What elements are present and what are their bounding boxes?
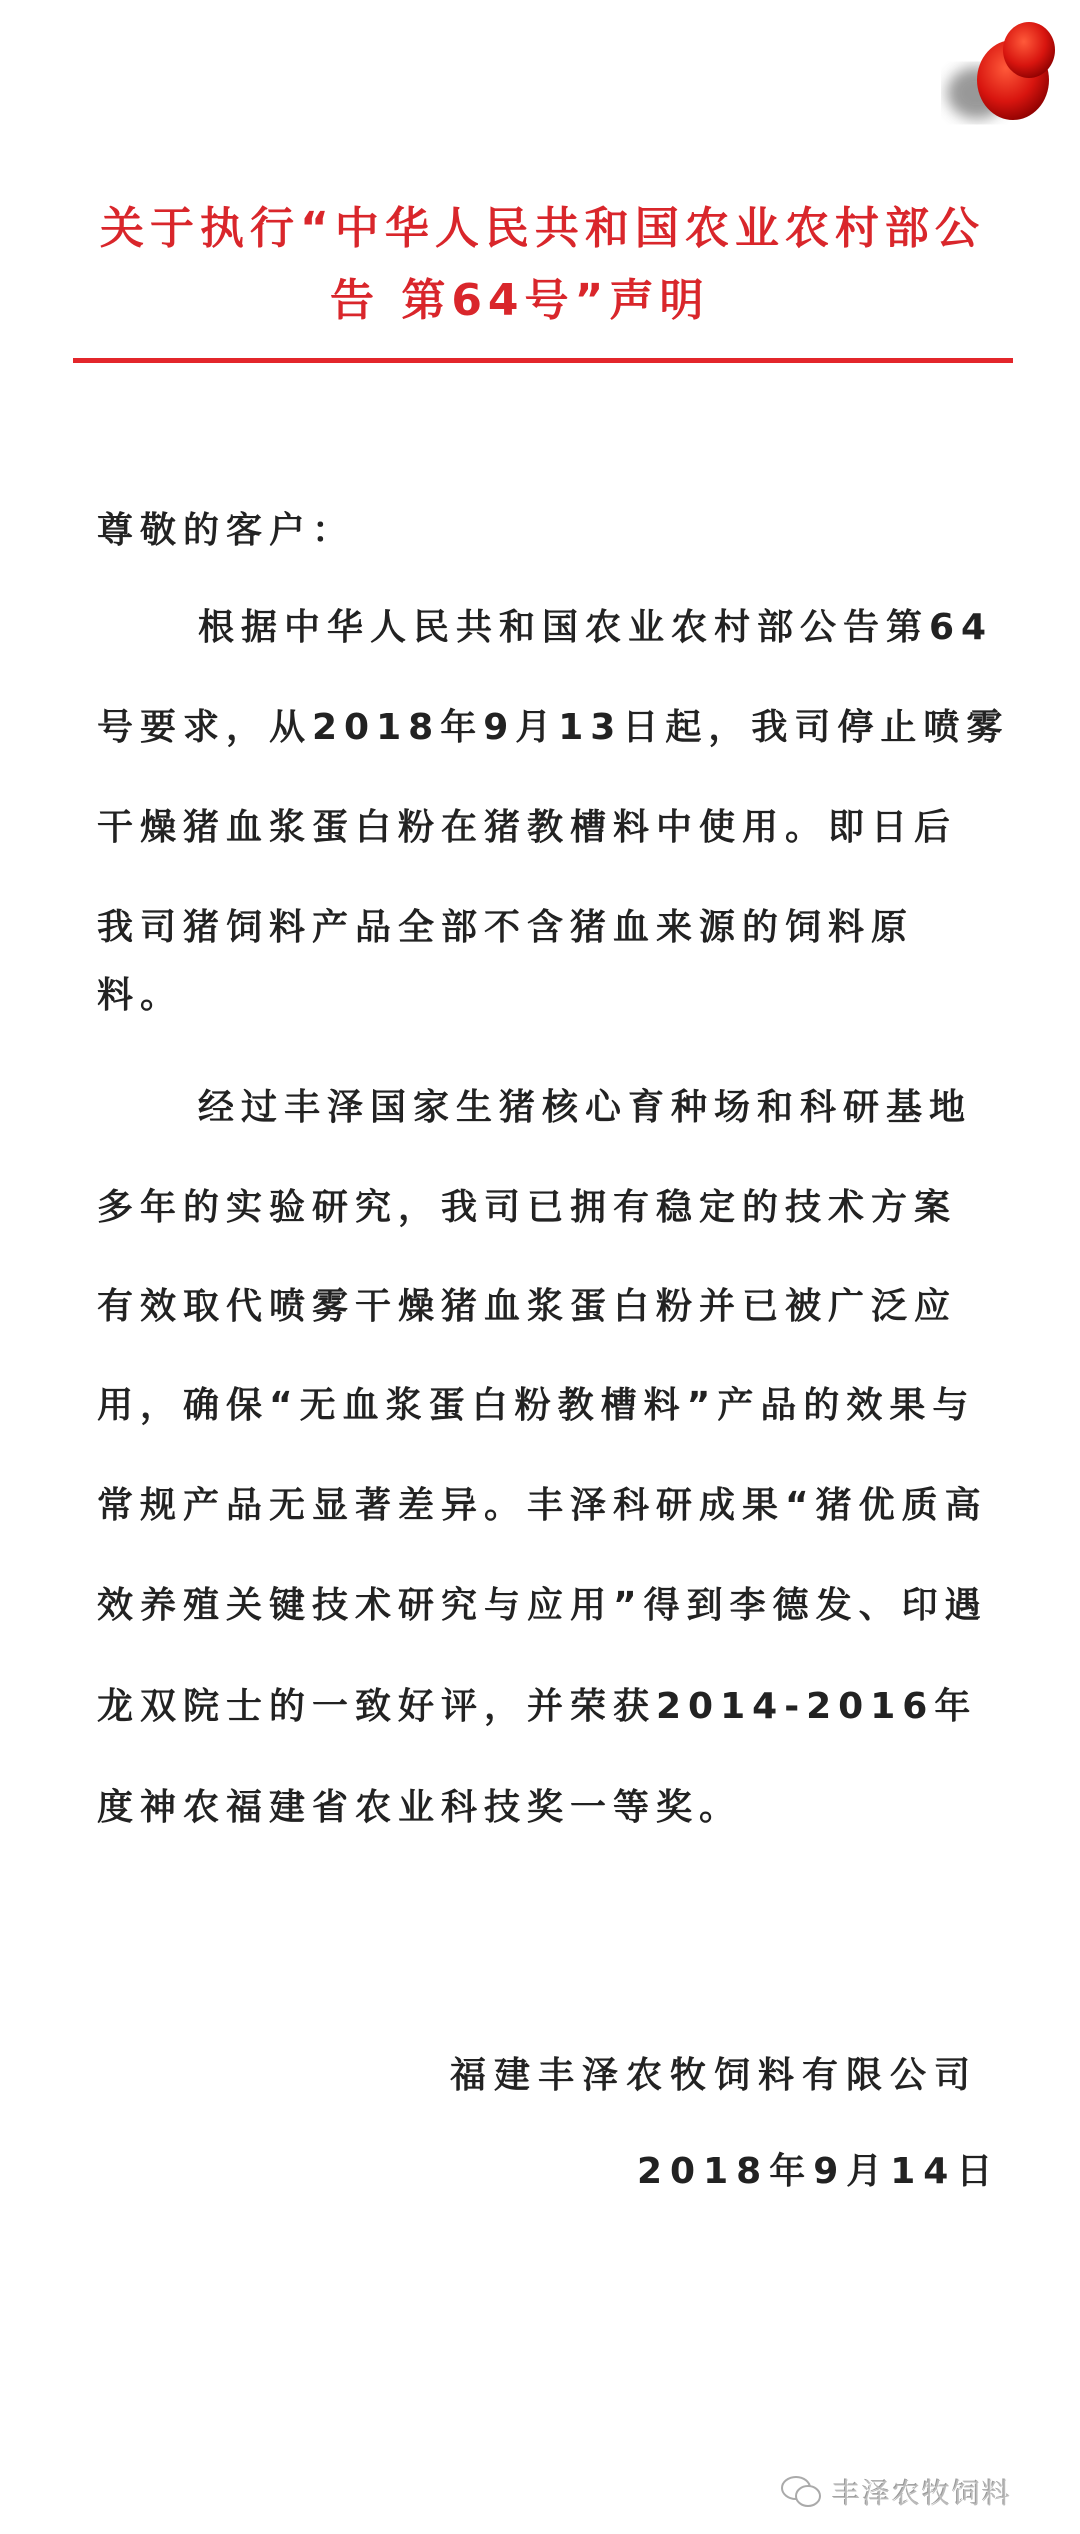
paragraph-line: 龙双院士的一致好评，并荣获2014-2016年 (97, 1686, 978, 1727)
title-divider (73, 358, 1013, 363)
wechat-icon (780, 2474, 824, 2510)
paragraph-line: 号要求，从2018年9月13日起，我司停止喷雾 (97, 707, 1010, 748)
announcement-title-line-2: 告 第64号”声明 (330, 275, 710, 326)
paragraph-line: 多年的实验研究，我司已拥有稳定的技术方案 (97, 1187, 958, 1228)
paragraph-line: 有效取代喷雾干燥猪血浆蛋白粉并已被广泛应 (97, 1286, 958, 1327)
paragraph-line: 经过丰泽国家生猪核心育种场和科研基地 (198, 1087, 973, 1128)
pushpin-icon (935, 18, 1065, 128)
signature-date: 2018年9月14日 (637, 2151, 1001, 2192)
paragraph-line: 度神农福建省农业科技奖一等奖。 (97, 1787, 743, 1828)
signature-company: 福建丰泽农牧饲料有限公司 (450, 2055, 979, 2096)
paragraph-line: 干燥猪血浆蛋白粉在猪教槽料中使用。即日后 (97, 807, 958, 848)
watermark-text: 丰泽农牧饲料 (832, 2477, 1013, 2510)
paragraph-line: 料。 (97, 975, 184, 1016)
watermark (780, 2472, 1012, 2512)
salutation: 尊敬的客户： (97, 510, 356, 551)
paragraph-line: 我司猪饲料产品全部不含猪血来源的饲料原 (97, 907, 915, 948)
announcement-title-line-1: 关于执行“中华人民共和国农业农村部公 (100, 203, 985, 254)
paragraph-line: 用，确保“无血浆蛋白粉教槽料”产品的效果与 (97, 1385, 976, 1426)
paragraph-line: 根据中华人民共和国农业农村部公告第64 (198, 607, 994, 648)
paragraph-line: 效养殖关键技术研究与应用”得到李德发、印遇 (97, 1585, 988, 1626)
paragraph-line: 常规产品无显著差异。丰泽科研成果“猪优质高 (97, 1485, 988, 1526)
